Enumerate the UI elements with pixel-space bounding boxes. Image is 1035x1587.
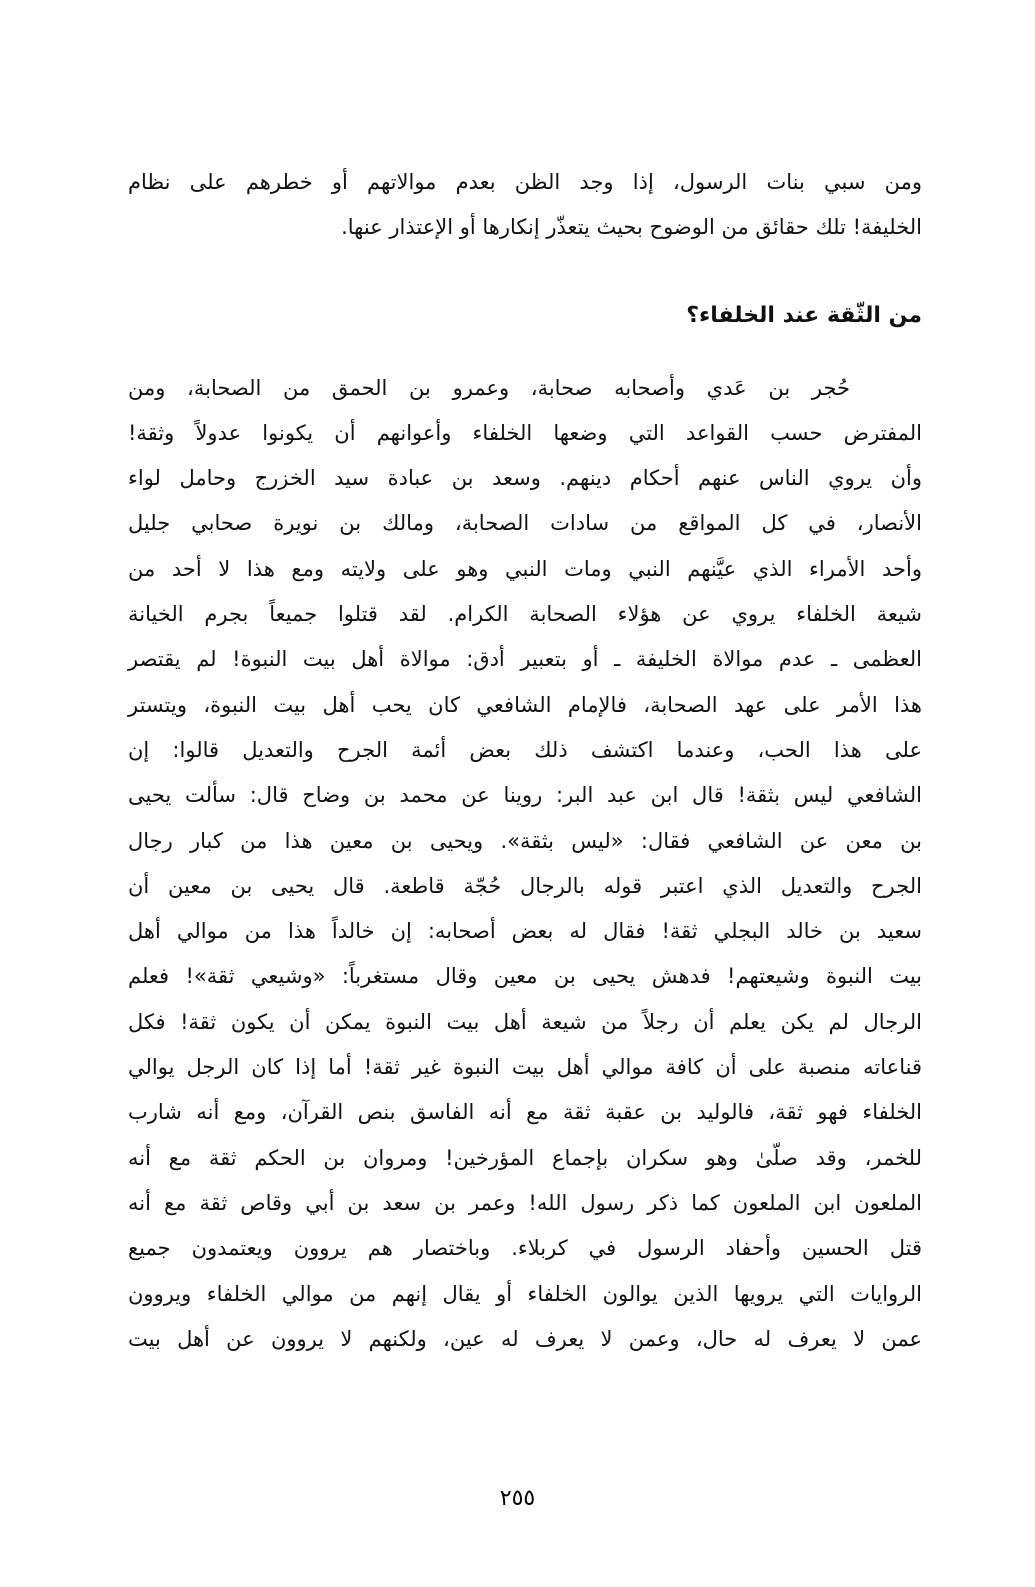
text-line: حُجر بن عَدي وأصحابه صحابة، وعمرو بن الحمق من الصحابة، ومن — [128, 375, 850, 400]
text-line: على هذا الحب، وعندما اكتشف ذلك بعض أئمة الجرح والتعديل قالوا: إن — [128, 737, 922, 762]
text-line: شيعة الخلفاء يروي عن هؤلاء الصحابة الكرام. لقد قتلوا جميعاً بجرم الخيانة — [128, 602, 922, 627]
text-line: الخليفة! تلك حقائق من الوضوح بحيث يتعذّر إنكارها أو الإعتذار عنها. — [341, 215, 922, 240]
intro-paragraph — [128, 160, 922, 251]
text-line: الخلفاء فهو ثقة، فالوليد بن عقبة ثقة مع أنه الفاسق بنص القرآن، ومع أنه شارب — [128, 1100, 922, 1125]
text-line: العظمى ـ عدم موالاة الخليفة ـ أو بتعبير أدق: موالاة أهل بيت النبوة! لم يقتصر — [128, 647, 922, 672]
text-line: الأنصار، في كل المواقع من سادات الصحابة، ومالك بن نويرة صحابي جليل — [128, 511, 922, 536]
text-line: قتل الحسين وأحفاد الرسول في كربلاء. وباختصار هم يروون ويعتمدون جميع — [128, 1236, 922, 1261]
text-line: هذا الأمر على عهد الصحابة، فالإمام الشافعي كان يحب أهل بيت النبوة، ويتستر — [128, 692, 922, 717]
body-paragraph — [128, 366, 922, 1363]
text-line: الروايات التي يرويها الذين يوالون الخلفاء أو يقال إنهم من موالي الخلفاء ويروون — [128, 1281, 922, 1306]
text-line: وأحد الأمراء الذي عيَّنهم النبي ومات النبي وهو على ولايته ومع هذا لا أحد من — [128, 556, 922, 581]
text-line: الرجال لم يكن يعلم أن رجلاً من شيعة أهل بيت النبوة يمكن أن يكون ثقة! فكل — [128, 1009, 922, 1034]
text-line: بن معن عن الشافعي فقال: «ليس بثقة». ويحيى بن معين هذا من كبار رجال — [128, 828, 922, 853]
text-line: عمن لا يعرف له حال، وعمن لا يعرف له عين، ولكنهم لا يروون عن أهل بيت — [128, 1326, 922, 1351]
text-line: الملعون ابن الملعون كما ذكر رسول الله! وعمر بن سعد بن أبي وقاص ثقة مع أنه — [128, 1190, 922, 1215]
page-text — [128, 160, 922, 1362]
text-line: المفترض حسب القواعد التي وضعها الخلفاء وأعوانهم أن يكونوا عدولاً وثقة! — [128, 420, 922, 445]
text-line: سعيد بن خالد البجلي ثقة! فقال له بعض أصحابه: إن خالداً هذا من موالي أهل — [128, 919, 922, 944]
text-line: ومن سبي بنات الرسول، إذا وجد الظن بعدم موالاتهم أو خطرهم على نظام — [128, 170, 922, 194]
text-line: للخمر، وقد صلّىٰ وهو سكران بإجماع المؤرخين! ومروان بن الحكم ثقة مع أنه — [128, 1145, 922, 1170]
text-line: بيت النبوة وشيعتهم! فدهش يحيى بن معين وقال مستغرباً: «وشيعي ثقة»! فعلم — [128, 964, 922, 989]
page-number: ٢٥٥ — [499, 1486, 536, 1511]
text-line: الشافعي ليس بثقة! قال ابن عبد البر: روينا عن محمد بن وضاح قال: سألت يحيى — [128, 783, 922, 808]
text-line: وأن يروي الناس عنهم أحكام دينهم. وسعد بن عبادة سيد الخزرج وحامل لواء — [128, 466, 922, 491]
text-line: الجرح والتعديل الذي اعتبر قوله بالرجال حُجّة قاطعة. قال يحيى بن معين أن — [128, 873, 922, 898]
text-line: قناعاته منصبة على أن كافة موالي أهل بيت النبوة غير ثقة! أما إذا كان الرجل يوالي — [128, 1055, 922, 1080]
section-heading: من الثّقة عند الخلفاء؟ — [686, 302, 922, 328]
